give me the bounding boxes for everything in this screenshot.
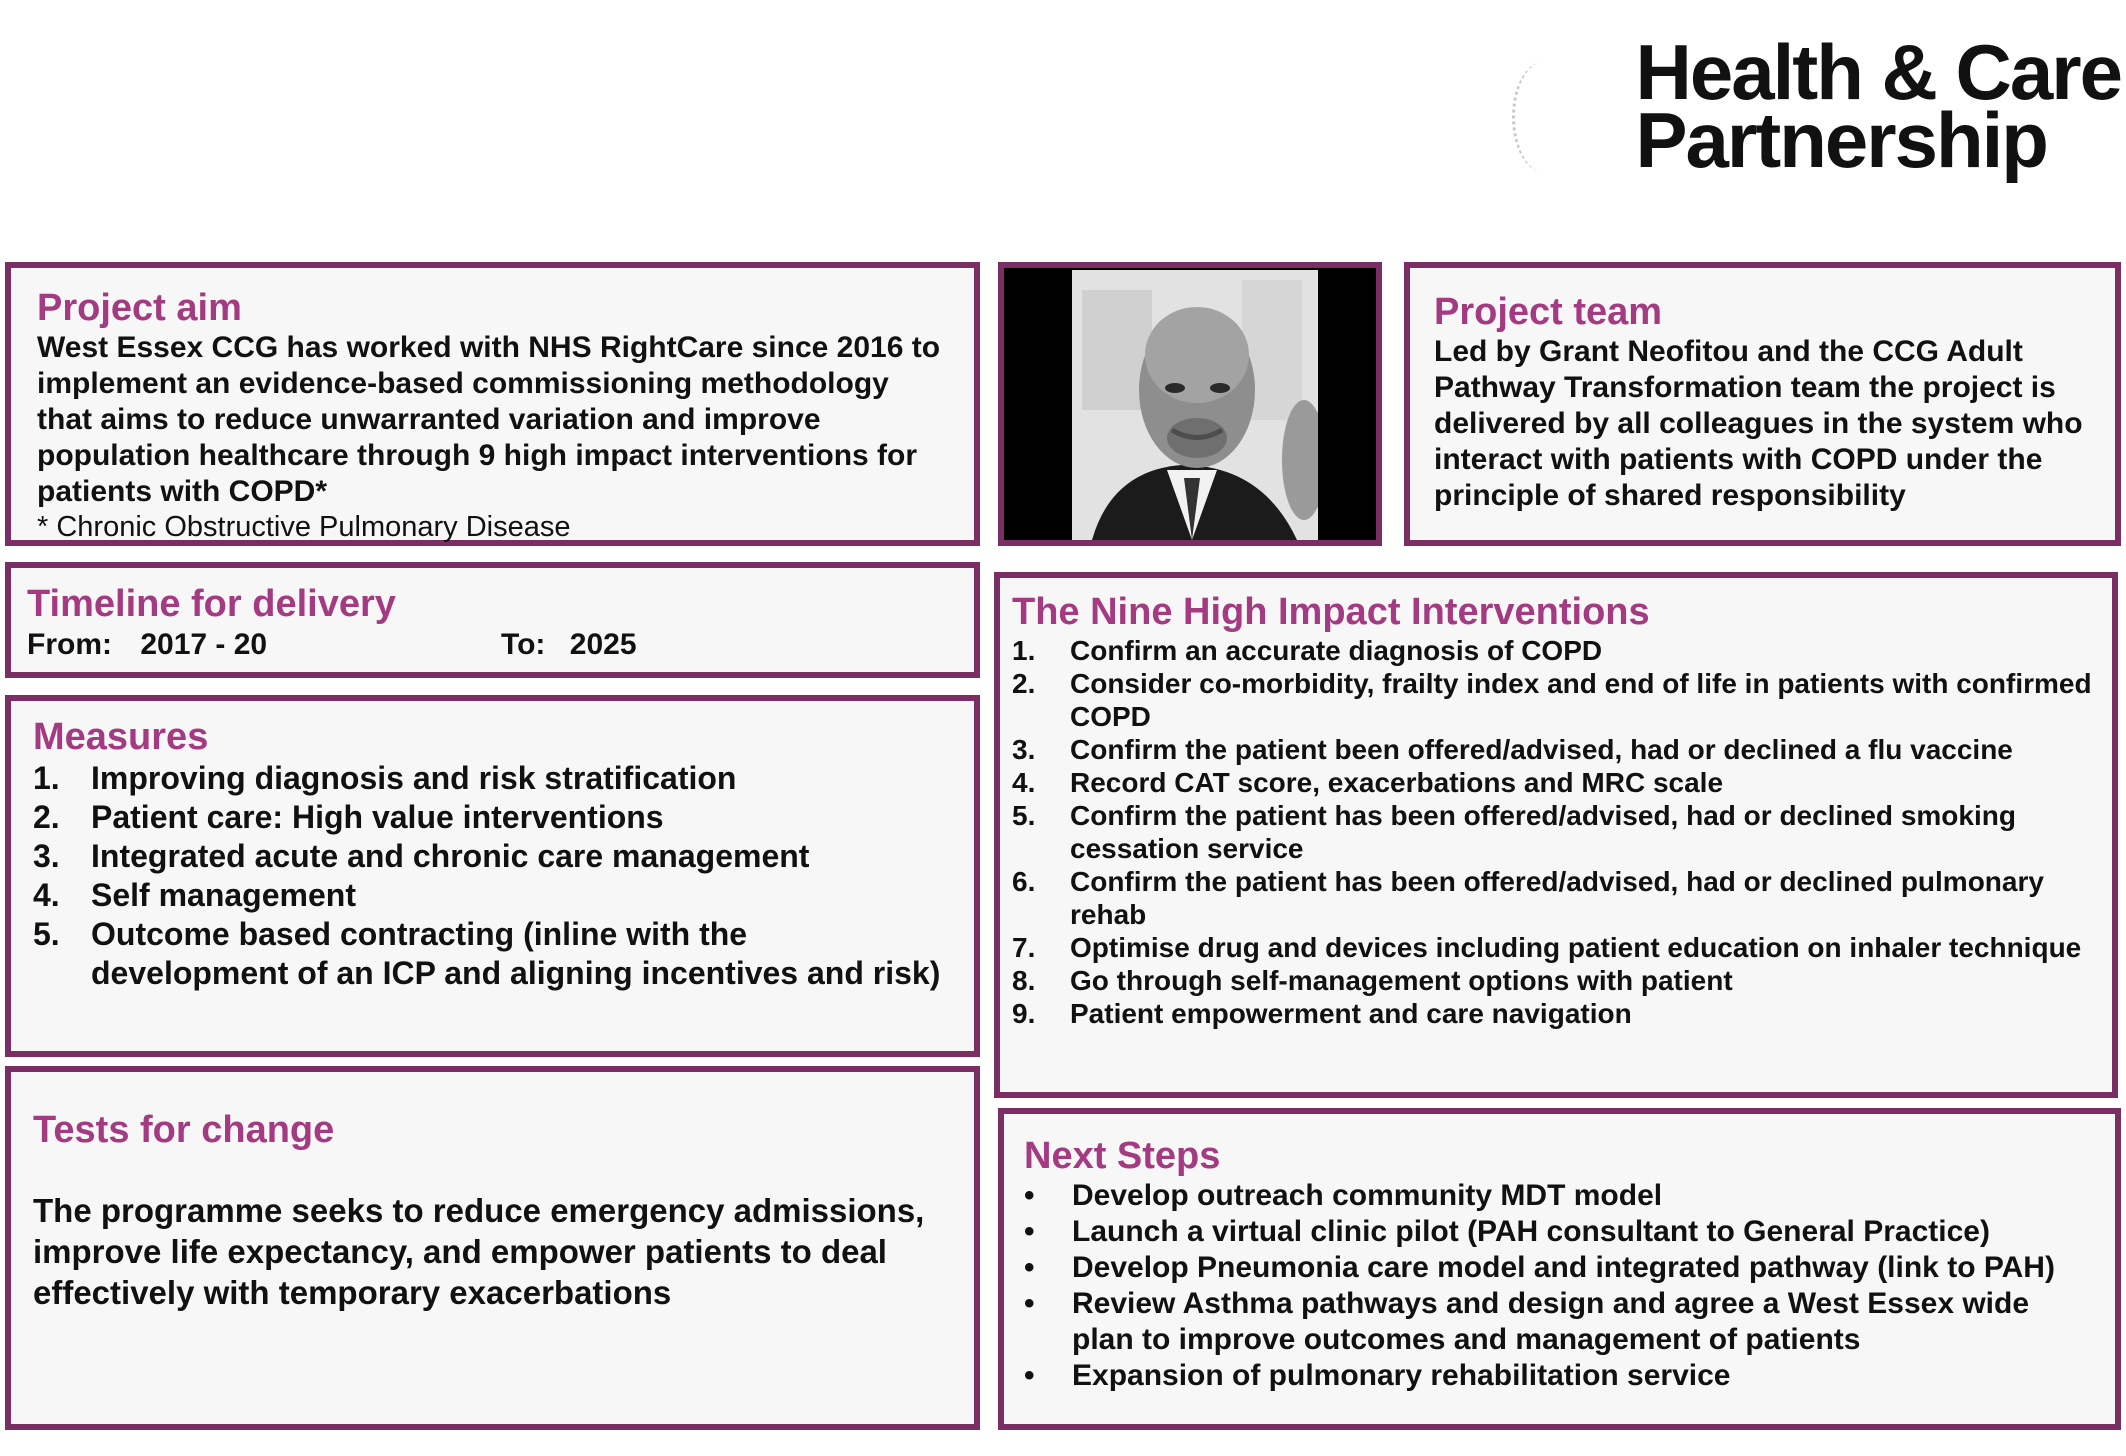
next-step-text: Expansion of pulmonary rehabilitation service	[1072, 1359, 1731, 1392]
project-team-heading: Project team	[1434, 291, 1663, 333]
next-step-text: Review Asthma pathways and design and agree a West Essex wide plan to improve outcomes and management of patients	[1072, 1287, 2030, 1356]
measure-item	[33, 876, 952, 915]
logo-line-2: Partnership	[1635, 96, 2047, 184]
intervention-number: 2.	[1012, 668, 1036, 699]
intervention-text: Record CAT score, exacerbations and MRC scale	[1070, 767, 1724, 798]
intervention-text: Patient empowerment and care navigation	[1070, 998, 1632, 1029]
measure-number: 5.	[33, 916, 60, 952]
next-step-item	[1024, 1286, 2095, 1358]
tests-body: The programme seeks to reduce emergency admissions, improve life expectancy, and empower patients to deal effectively with temporary exacerbations	[33, 1192, 925, 1311]
next-step-item	[1024, 1250, 2095, 1286]
intervention-item	[1012, 766, 2100, 799]
measure-text: Self management	[91, 877, 356, 913]
interventions-list	[1012, 634, 2100, 1030]
timeline-from-label: From:	[27, 628, 112, 661]
intervention-item	[1012, 997, 2100, 1030]
intervention-number: 7.	[1012, 932, 1036, 963]
intervention-item	[1012, 733, 2100, 766]
intervention-item	[1012, 799, 2100, 865]
logo	[1635, 28, 2122, 184]
interventions-heading: The Nine High Impact Interventions	[1012, 591, 1650, 633]
intervention-item	[1012, 931, 2100, 964]
logo-line-1: Health & Care	[1635, 28, 2121, 116]
measure-item	[33, 915, 952, 993]
next-step-item	[1024, 1214, 2095, 1250]
timeline-dates	[27, 626, 958, 664]
timeline-panel	[5, 562, 980, 678]
portrait-photo	[1072, 270, 1318, 540]
next-step-text: Develop Pneumonia care model and integrated pathway (link to PAH)	[1072, 1251, 2055, 1284]
measure-item	[33, 837, 952, 876]
intervention-text: Confirm an accurate diagnosis of COPD	[1070, 635, 1603, 666]
intervention-text: Go through self-management options with patient	[1070, 965, 1733, 996]
intervention-item	[1012, 964, 2100, 997]
timeline-to-value: 2025	[569, 628, 637, 661]
measure-number: 2.	[33, 799, 60, 835]
intervention-number: 8.	[1012, 965, 1036, 996]
next-steps-heading: Next Steps	[1024, 1135, 1221, 1177]
intervention-number: 9.	[1012, 998, 1036, 1029]
photo-panel	[998, 262, 1382, 546]
measure-text: Integrated acute and chronic care management	[91, 838, 810, 874]
bullet-icon: •	[1024, 1179, 1035, 1212]
next-step-item	[1024, 1358, 2095, 1394]
next-step-text: Develop outreach community MDT model	[1072, 1179, 1663, 1212]
project-aim-footnote: * Chronic Obstructive Pulmonary Disease	[37, 511, 571, 543]
timeline-heading: Timeline for delivery	[27, 583, 396, 625]
tests-panel	[5, 1066, 980, 1430]
interventions-panel	[994, 572, 2118, 1098]
measure-text: Patient care: High value interventions	[91, 799, 664, 835]
next-steps-panel	[998, 1108, 2121, 1430]
measures-heading: Measures	[33, 716, 209, 758]
intervention-number: 3.	[1012, 734, 1036, 765]
measure-number: 3.	[33, 838, 60, 874]
portrait-illustration	[1072, 270, 1318, 540]
intervention-item	[1012, 865, 2100, 931]
measure-text: Improving diagnosis and risk stratification	[91, 760, 737, 796]
intervention-text: Optimise drug and devices including patient education on inhaler technique	[1070, 932, 2082, 963]
next-step-item	[1024, 1178, 2095, 1214]
intervention-text: Consider co-morbidity, frailty index and end of life in patients with confirmed COPD	[1070, 668, 2092, 732]
intervention-number: 1.	[1012, 635, 1036, 666]
intervention-text: Confirm the patient has been offered/advised, had or declined smoking cessation service	[1070, 800, 2016, 864]
measures-panel	[5, 695, 980, 1057]
bullet-icon: •	[1024, 1251, 1035, 1284]
tests-heading: Tests for change	[33, 1109, 335, 1151]
project-aim-heading: Project aim	[37, 287, 242, 329]
measure-item	[33, 759, 952, 798]
timeline-to-label: To:	[501, 628, 546, 661]
project-team-body: Led by Grant Neofitou and the CCG Adult Pathway Transformation team the project is delivered by all colleagues in the system who interact with patients with COPD under the principle of shared responsibility	[1434, 335, 2083, 512]
next-step-text: Launch a virtual clinic pilot (PAH consultant to General Practice)	[1072, 1215, 1990, 1248]
intervention-text: Confirm the patient been offered/advised, had or declined a flu vaccine	[1070, 734, 2013, 765]
bullet-icon: •	[1024, 1287, 1035, 1320]
intervention-text: Confirm the patient has been offered/advised, had or declined pulmonary rehab	[1070, 866, 2044, 930]
bullet-icon: •	[1024, 1215, 1035, 1248]
measure-number: 4.	[33, 877, 60, 913]
project-aim-body: West Essex CCG has worked with NHS RightCare since 2016 to implement an evidence-based commissioning methodology that aims to reduce unwarranted variation and improve population healthcare through 9 high impact interventions for patients with COPD*	[37, 331, 941, 508]
measure-text: Outcome based contracting (inline with the development of an ICP and aligning incentives and risk)	[91, 916, 941, 991]
intervention-number: 6.	[1012, 866, 1036, 897]
project-team-panel	[1404, 262, 2121, 546]
next-steps-list	[1024, 1178, 2095, 1394]
measures-list	[33, 759, 952, 993]
bullet-icon: •	[1024, 1359, 1035, 1392]
intervention-number: 5.	[1012, 800, 1036, 831]
intervention-number: 4.	[1012, 767, 1036, 798]
logo-mark	[1512, 62, 1575, 172]
timeline-from-value: 2017 - 20	[140, 628, 268, 661]
measure-item	[33, 798, 952, 837]
intervention-item	[1012, 634, 2100, 667]
measure-number: 1.	[33, 760, 60, 796]
intervention-item	[1012, 667, 2100, 733]
project-aim-panel	[5, 262, 980, 546]
